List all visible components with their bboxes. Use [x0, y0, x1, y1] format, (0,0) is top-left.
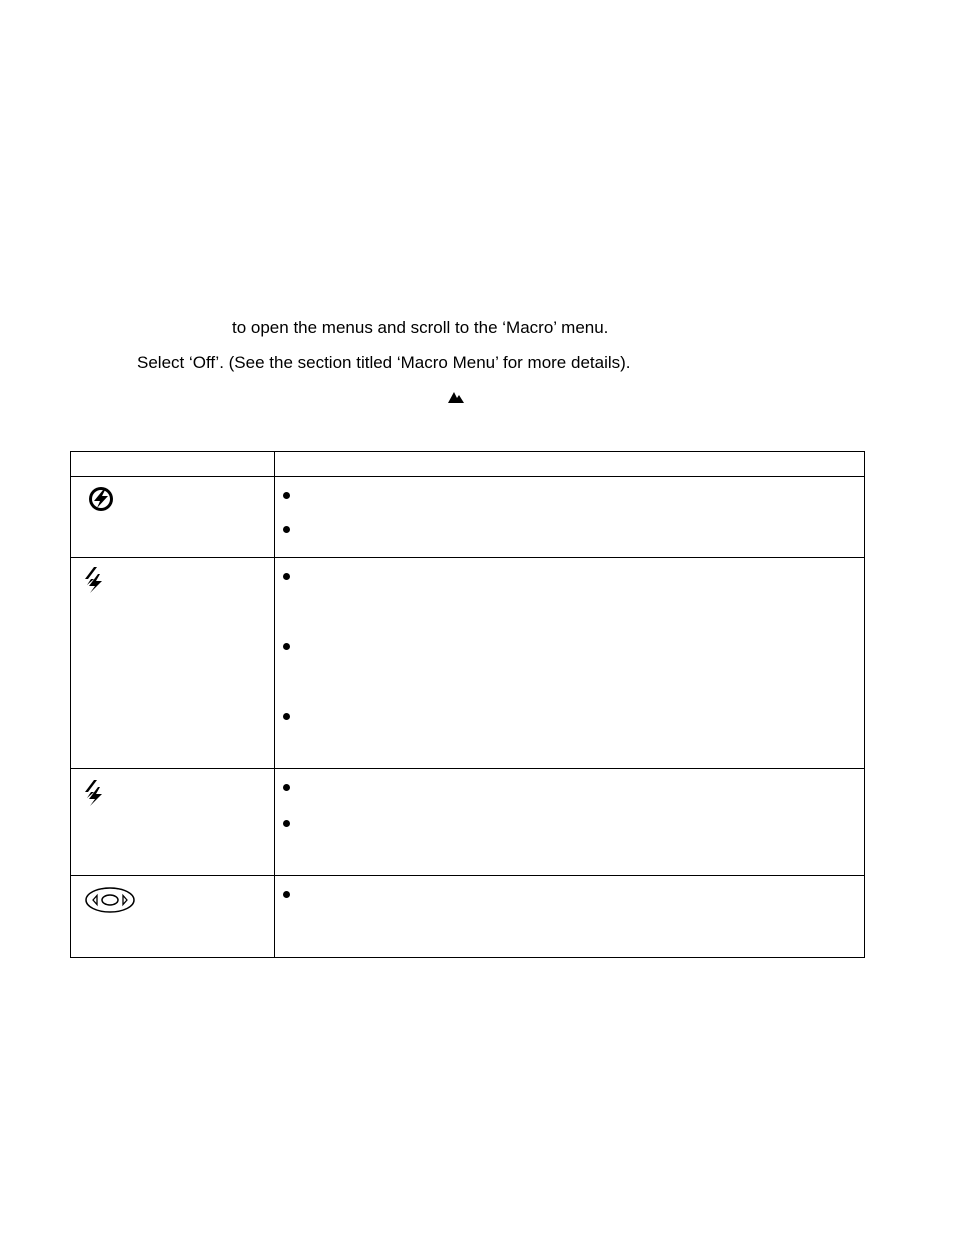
list-item	[283, 492, 292, 501]
description-cell	[275, 558, 865, 769]
mountain-icon	[447, 390, 465, 404]
flash-off-icon	[85, 485, 117, 513]
table-row	[71, 477, 865, 558]
description-cell	[275, 769, 865, 876]
table-row	[71, 876, 865, 958]
description-cell	[275, 477, 865, 558]
flash-mode-table	[70, 451, 865, 958]
list-item	[283, 820, 292, 829]
list-item	[283, 891, 292, 900]
mode-cell	[71, 558, 275, 769]
table-row	[71, 558, 865, 769]
header-cell-mode	[71, 452, 275, 477]
description-cell	[275, 876, 865, 958]
table-header-row	[71, 452, 865, 477]
table-row	[71, 769, 865, 876]
mode-cell	[71, 769, 275, 876]
mode-cell	[71, 876, 275, 958]
instruction-line-1: to open the menus and scroll to the ‘Macro’ menu.	[232, 318, 609, 337]
mode-cell	[71, 477, 275, 558]
flash-auto-icon	[81, 779, 105, 807]
flash-on-icon	[81, 566, 105, 594]
left-right-nav-button-icon	[84, 886, 136, 914]
list-item	[283, 784, 292, 793]
list-item	[283, 573, 292, 582]
list-item	[283, 643, 292, 652]
list-item	[283, 526, 292, 535]
header-cell-description	[275, 452, 865, 477]
instruction-line-2: Select ‘Off’. (See the section titled ‘Macro Menu’ for more details).	[137, 353, 631, 372]
list-item	[283, 713, 292, 722]
